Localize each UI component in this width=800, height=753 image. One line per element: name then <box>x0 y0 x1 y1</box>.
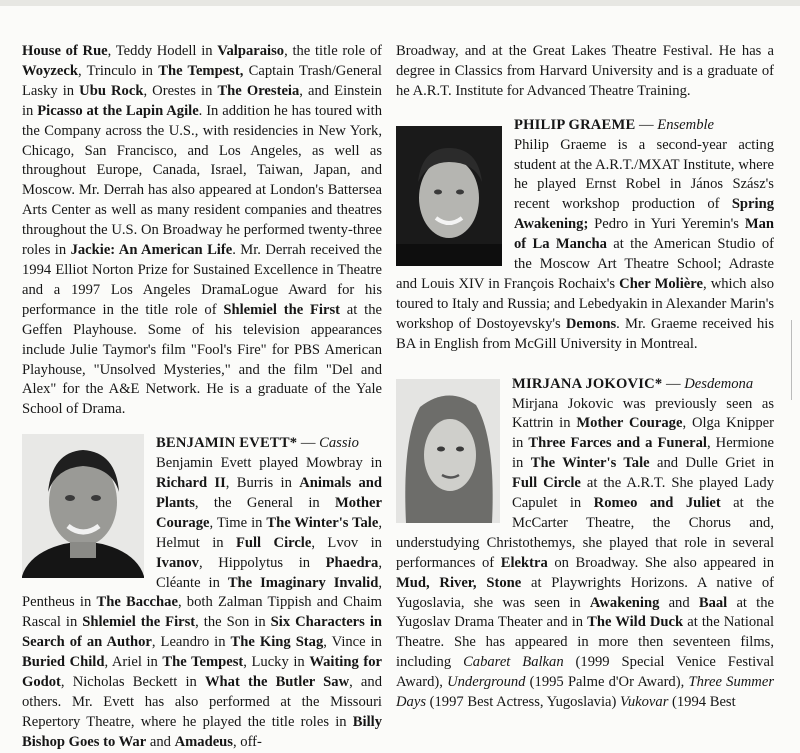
show-title: Jackie: An American Life <box>70 242 233 259</box>
role-name: Cassio <box>319 435 359 452</box>
actor-name: PHILIP GRAEME <box>514 116 636 133</box>
show-title: Ubu Rock <box>79 82 144 99</box>
headshot-philip-graeme <box>396 126 502 266</box>
left-column <box>22 42 382 753</box>
bio-benjamin-evett: BENJAMIN EVETT* — Cassio Benjamin Evett played Mowbray in Richard II, Burris in Animals and Plants, the General in Mother Courage, Time in The Winter's Tale, Helmut in Full Circle, Lvov in Ivanov, Hippolytus in Phaedra, Cléante in The Imaginary Invalid, Pentheus in The Bacchae, both Zalman Tippish and Chaim Rascal in Shlemiel the First, the Son in Six Characters in Search of an Author, Leandro in The King Stag, Vince in Buried Child, Ariel in The Tempest, Lucky in Waiting for Godot, Nicholas Beckett in What the Butler Saw, and others. Mr. Evett has also performed at the Missouri Repertory Theatre, where he played the title roles in Billy Bishop Goes to War and Amadeus, off- <box>22 435 383 750</box>
headshot-benjamin-evett <box>22 434 144 578</box>
show-title: Picasso at the Lapin Agile <box>37 102 199 119</box>
actor-name: MIRJANA JOKOVIC* <box>512 375 663 392</box>
right-column <box>396 42 774 713</box>
bio-mirjana-jokovic: MIRJANA JOKOVIC* — Desdemona Mirjana Jokovic was previously seen as Kattrin in Mother Courage, Olga Knipper in Three Farces and a Funeral, Hermione in The Winter's Tale and Dulle Griet in Full Circle at the A.R.T. She played Lady Capulet in Romeo and Juliet at the McCarter Theatre, the Chorus and, understudying Christothemys, she played that role in several performances of Elektra on Broadway. She also appeared in Mud, River, Stone at Playwrights Horizons. A native of Yugoslavia, she was seen in Awakening and Baal at the Yugoslav Drama Theater and in The Wild Duck at the National Theatre. She has appeared in more then seventeen films, including Cabaret Balkan (1999 Special Venice Festival Award), Underground (1995 Palme d'Or Award), Three Summer Days (1997 Best Actress, Yugoslavia) Vukovar (1994 Best <box>396 375 775 711</box>
show-title: The Oresteia <box>217 82 300 99</box>
show-title: The Tempest, <box>158 62 244 79</box>
show-title: House of Rue <box>22 43 108 59</box>
show-title: Shlemiel the First <box>223 301 340 318</box>
role-name: Desdemona <box>684 375 754 392</box>
headshot-mirjana-jokovic <box>396 379 500 523</box>
bio-philip-graeme: PHILIP GRAEME — Ensemble Philip Graeme is a second-year acting student at the A.R.T./MXAT Institute, where he played Ernst Robel in János Szász's recent workshop production of Spring Awakening; Pedro in Yuri Yeremin's Man of La Mancha at the American Studio of the Moscow Art Theatre School; Adraste and Louis XIV in François Rochaix's Cher Molière, which also toured to Italy and Russia; and Lebedyakin in Alexander Marin's workshop of Dostoyevsky's Demons. Mr. Graeme received his BA in English from McGill University in Montreal. <box>396 116 775 352</box>
show-title: Valparaiso <box>217 43 285 59</box>
page-edge-mark <box>791 320 800 400</box>
role-name: Ensemble <box>657 116 715 133</box>
page-top-edge <box>0 0 800 6</box>
actor-name: BENJAMIN EVETT* <box>156 435 298 452</box>
derrah-bio-continued: House of Rue, Teddy Hodell in Valparaiso, the title role of Woyzeck, Trinculo in The Tempest, Captain Trash/General Lasky in Ubu Rock, Orestes in The Oresteia, and Einstein in Picasso at the Lapin Agile. In addition he has toured with the Company across the U.S., with residencies in New York, Chicago, San Francisco, and Los Angeles, as well as throughout Europe, Canada, Israel, Taiwan, Japan, and Moscow. Mr. Derrah has also appeared at London's Battersea Arts Center as well as many resident companies and theatres throughout the U.S. On Broadway he performed twenty-three roles in Jackie: An American Life. Mr. Derrah received the 1994 Elliot Norton Prize for Sustained Excellence in Theatre and a 1997 Los Angeles DramaLogue Award for his performance in the title role of Shlemiel the First at the Geffen Playhouse. Some of his television appearances include Julie Taymor's film "Fool's Fire" for PBS American Playhouse, "Unsolved Mysteries," and the film "Del and Alex" for the A&E Network. He is a graduate of the Yale School of Drama. <box>22 43 382 418</box>
evett-bio-continued: Broadway, and at the Great Lakes Theatre Festival. He has a degree in Classics from Harvard University and is a graduate of he A.R.T. Institute for Advanced Theatre Training. <box>396 43 774 99</box>
show-title: Woyzeck <box>22 62 78 79</box>
